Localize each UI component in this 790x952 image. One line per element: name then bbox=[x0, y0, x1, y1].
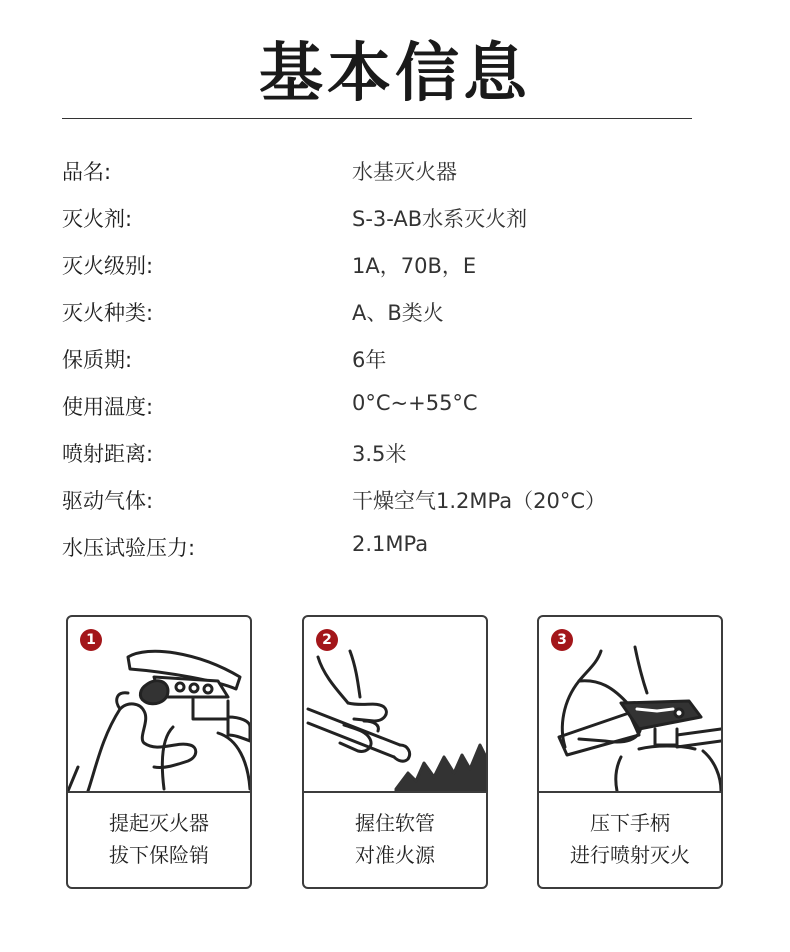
spec-label: 水压试验压力: bbox=[62, 536, 196, 560]
step-caption bbox=[68, 807, 250, 871]
spec-row bbox=[62, 391, 702, 423]
spec-label: 保质期: bbox=[62, 348, 133, 372]
spec-value: 3.5米 bbox=[352, 442, 407, 466]
spec-label: 喷射距离: bbox=[62, 442, 154, 466]
spec-label: 使用温度: bbox=[62, 395, 154, 419]
page-title: 基本信息 bbox=[259, 37, 531, 111]
spec-value: A、B类火 bbox=[352, 301, 444, 325]
spec-row bbox=[62, 485, 702, 517]
step-divider bbox=[539, 791, 721, 793]
spec-value: 1A，70B，E bbox=[352, 254, 477, 278]
spec-label: 品名: bbox=[62, 160, 112, 184]
spec-value: 0°C~+55°C bbox=[352, 391, 478, 415]
spec-row bbox=[62, 438, 702, 470]
step-card-1 bbox=[66, 615, 252, 889]
step-number-badge: 2 bbox=[316, 629, 338, 651]
title-divider bbox=[62, 118, 692, 119]
spec-label: 灭火种类: bbox=[62, 301, 154, 325]
step-caption-line2: 进行喷射灭火 bbox=[570, 843, 690, 867]
step-caption bbox=[539, 807, 721, 871]
spec-value: 2.1MPa bbox=[352, 532, 429, 556]
step-caption-line1: 握住软管 bbox=[355, 811, 435, 835]
step-divider bbox=[304, 791, 486, 793]
spec-value: 水基灭火器 bbox=[352, 160, 457, 184]
spec-row bbox=[62, 203, 702, 235]
spec-row bbox=[62, 344, 702, 376]
spec-value: 干燥空气1.2MPa（20°C） bbox=[352, 489, 606, 513]
spec-row bbox=[62, 250, 702, 282]
step-number-badge: 1 bbox=[80, 629, 102, 651]
step-caption bbox=[304, 807, 486, 871]
spec-label: 灭火级别: bbox=[62, 254, 154, 278]
spec-value: 6年 bbox=[352, 348, 387, 372]
step-card-3 bbox=[537, 615, 723, 889]
step-caption-line2: 拔下保险销 bbox=[109, 843, 209, 867]
spec-row bbox=[62, 532, 702, 564]
step-number-badge: 3 bbox=[551, 629, 573, 651]
spec-row bbox=[62, 156, 702, 188]
step-caption-line1: 压下手柄 bbox=[590, 811, 670, 835]
step-caption-line1: 提起灭火器 bbox=[109, 811, 209, 835]
step-caption-line2: 对准火源 bbox=[355, 843, 435, 867]
spec-row bbox=[62, 297, 702, 329]
spec-label: 驱动气体: bbox=[62, 489, 154, 513]
step-card-2 bbox=[302, 615, 488, 889]
step-divider bbox=[68, 791, 250, 793]
spec-value: S-3-AB水系灭火剂 bbox=[352, 207, 528, 231]
spec-label: 灭火剂: bbox=[62, 207, 133, 231]
